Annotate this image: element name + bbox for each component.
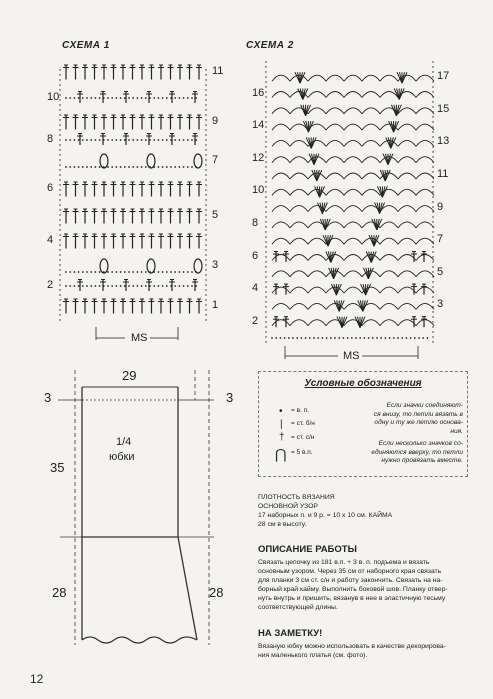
scheme2-row-3: 3 bbox=[437, 298, 444, 311]
scheme2-row-15: 15 bbox=[437, 102, 450, 115]
height-35: 35 bbox=[50, 460, 65, 475]
hem-right: 3 bbox=[226, 390, 234, 405]
label-quarter: 1/4 bbox=[116, 436, 132, 448]
legend-sc-text: = ст. б/н bbox=[291, 420, 315, 427]
scheme2-row-6: 6 bbox=[252, 249, 259, 262]
scheme1-row-6: 6 bbox=[47, 182, 54, 194]
scheme1-row-8: 8 bbox=[47, 133, 54, 145]
scheme2-row-10: 10 bbox=[252, 184, 265, 197]
legend-dc-text: = ст. с/н bbox=[291, 434, 315, 441]
description-text: Связать цепочку из 181 в.п. + 3 в. п. подъема и вязать основным узором. Через 35 см от наборного края связать для планки 3 см ст. с/н и работу закончить. Связать на на- борный край кайму. Выполнить боковой шов. Планку отвер- нуть внутрь и пришить, вязанув в нее в эластичную тесьму соответствующей длины. bbox=[258, 559, 448, 611]
height-28-left: 28 bbox=[52, 585, 67, 600]
density-block: ПЛОТНОСТЬ ВЯЗАНИЯ ОСНОВНОЙ УЗОР 17 наборных п. и 9 р. = 10 х 10 см. КАЙМА 28 см в высоту. bbox=[258, 494, 393, 528]
scheme1-row-4: 4 bbox=[47, 234, 54, 246]
scheme1-row-10: 10 bbox=[47, 91, 60, 103]
scheme2-row-8: 8 bbox=[252, 216, 259, 229]
scheme2-row-2: 2 bbox=[252, 314, 259, 327]
label-skirt: юбки bbox=[109, 451, 135, 463]
scheme1-row-1: 1 bbox=[212, 299, 219, 311]
scheme2-row-16: 16 bbox=[252, 86, 265, 99]
legend-chain-icon: • bbox=[279, 406, 283, 417]
note-text: Вязаную юбку можно использовать в качестве декорирова- ния маленького платья (см. фото). bbox=[258, 643, 446, 659]
scheme1-row-2: 2 bbox=[47, 279, 54, 291]
description-heading: ОПИСАНИЕ РАБОТЫ bbox=[258, 544, 357, 555]
legend-title: Условные обозначения bbox=[304, 378, 422, 389]
scheme2-row-4: 4 bbox=[252, 282, 259, 295]
scheme1-row-3: 3 bbox=[212, 259, 219, 271]
scheme2-row-9: 9 bbox=[437, 200, 444, 213]
legend-sc-icon: | bbox=[280, 419, 283, 430]
scheme2-row-14: 14 bbox=[252, 119, 265, 132]
scheme1-row-11: 11 bbox=[212, 65, 224, 77]
scheme2-row-5: 5 bbox=[437, 265, 444, 278]
scheme2-row-13: 13 bbox=[437, 135, 450, 148]
legend-chain-text: = в. п. bbox=[291, 407, 309, 414]
hem-left: 3 bbox=[44, 390, 52, 405]
legend-note-2: Если несколько значков со- единяются вверху, то петли нужно провязать вместе. bbox=[371, 440, 463, 464]
legend-arch-text: = 5 в.п. bbox=[291, 449, 313, 456]
legend-box bbox=[258, 371, 468, 477]
scheme2-row-11: 11 bbox=[437, 168, 449, 180]
legend-arch-icon: ⋂ bbox=[275, 446, 287, 462]
scheme2-row-17: 17 bbox=[437, 70, 450, 83]
scheme1-row-9: 9 bbox=[212, 115, 219, 127]
scheme1-row-5: 5 bbox=[212, 209, 219, 221]
scheme2-ms: MS bbox=[343, 350, 360, 362]
legend-note-1: Если значки соединяют- ся внизу, то петли вязать в одну и ту же петлю основа- ния. bbox=[373, 402, 463, 435]
width-29: 29 bbox=[122, 368, 137, 383]
page-number: 12 bbox=[30, 672, 44, 686]
height-28-right: 28 bbox=[209, 585, 224, 600]
scheme2-row-7: 7 bbox=[437, 233, 444, 246]
scheme2-row-12: 12 bbox=[252, 151, 265, 164]
legend-dc-icon: † bbox=[279, 432, 285, 443]
note-heading: НА ЗАМЕТКУ! bbox=[258, 628, 323, 639]
scheme1-row-7: 7 bbox=[212, 154, 219, 166]
scheme2-title: СХЕМА 2 bbox=[246, 40, 294, 51]
scheme1-title: СХЕМА 1 bbox=[62, 40, 110, 51]
scheme1-ms: MS bbox=[131, 332, 148, 344]
